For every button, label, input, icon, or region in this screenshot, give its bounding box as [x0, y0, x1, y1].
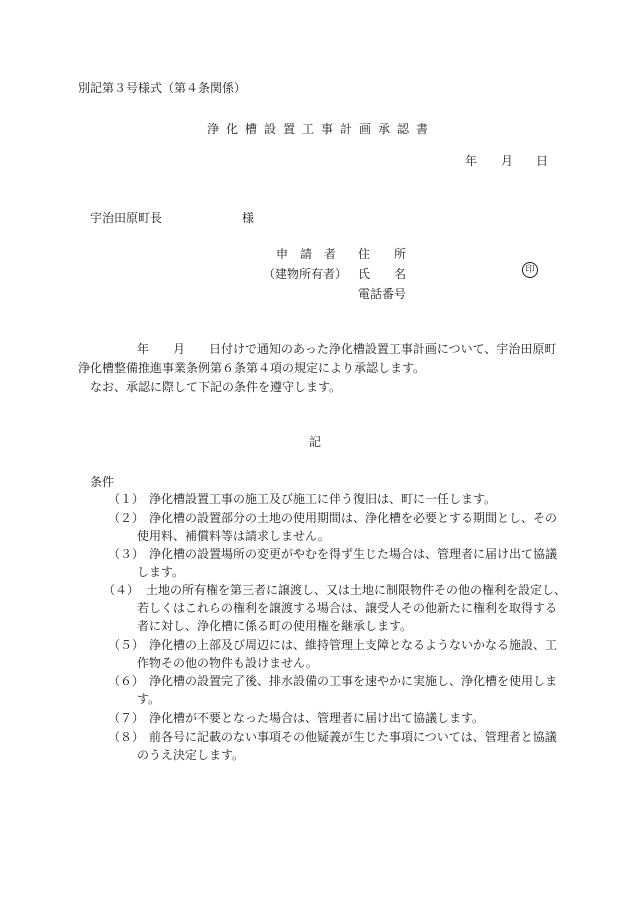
body-line-1: 年 月 日付けで通知のあった浄化槽設置工事計画について、宇治田原町	[137, 342, 557, 356]
conditions-heading: 条件	[90, 475, 115, 489]
condition-number: （３）	[108, 547, 145, 561]
condition-text: 浄化槽が不要となった場合は、管理者に届け出て協議します。	[149, 711, 485, 725]
date-year: 年	[465, 154, 478, 168]
date-month: 月	[501, 154, 514, 168]
addressee-honorific: 様	[242, 211, 255, 225]
condition-number: （７）	[108, 711, 145, 725]
address-label: 住 所	[358, 247, 407, 261]
condition-text: 浄化槽の上部及び周辺には、維持管理上支障となるようないかなる施設、工	[149, 638, 558, 652]
condition-text: す。	[137, 692, 161, 706]
condition-number: （４）	[103, 583, 140, 597]
body-line-2: 浄化槽整備推進事業条例第６条第４項の規定により承認します。	[78, 361, 426, 375]
condition-text: のうえ決定します。	[137, 748, 245, 762]
condition-text: 者に対し、浄化槽に係る町の使用権を継承します。	[137, 619, 413, 633]
ki-heading: 記	[309, 435, 322, 449]
condition-text: 浄化槽設置工事の施工及び施工に伴う復旧は、町に一任します。	[149, 492, 497, 506]
condition-text: 土地の所有権を第三者に譲渡し、又は土地に制限物件その他の権利を設定し、	[146, 583, 567, 597]
condition-text: 前各号に記載のない事項その他疑義が生じた事項については、管理者と協議	[149, 730, 557, 744]
addressee-name: 宇治田原町長	[90, 211, 163, 225]
condition-number: （８）	[108, 730, 145, 744]
condition-text: 浄化槽の設置完了後、排水設備の工事を速やかに実施し、浄化槽を使用しま	[149, 674, 558, 688]
condition-number: （６）	[108, 674, 145, 688]
condition-number: （２）	[108, 511, 145, 525]
condition-text: 若しくはこれらの権利を譲渡する場合は、譲受人その他新たに権利を取得する	[137, 601, 558, 615]
seal-icon: 印	[522, 262, 538, 278]
date-day: 日	[536, 154, 549, 168]
applicant-label: 申 請 者	[276, 247, 337, 261]
page-title: 浄化槽設置工事計画承認書	[207, 122, 436, 136]
condition-number: （１）	[108, 492, 145, 506]
condition-number: （５）	[108, 638, 145, 652]
condition-text: 浄化槽の設置場所の変更がやむを得ず生じた場合は、管理者に届け出て協議	[149, 547, 558, 561]
body-line-3: なお、承認に際して下記の条件を遵守します。	[90, 380, 342, 394]
condition-text: 作物その他の物件も設けません。	[137, 656, 318, 670]
form-label: 別記第３号様式（第４条関係）	[78, 81, 247, 95]
condition-text: 浄化槽の設置部分の土地の使用期間は、浄化槽を必要とする期間とし、その	[149, 511, 558, 525]
name-label: 氏 名	[358, 267, 407, 281]
applicant-label-owner: （建物所有者）	[263, 267, 348, 281]
phone-label: 電話番号	[358, 287, 407, 301]
condition-text: します。	[137, 565, 185, 579]
condition-text: 使用料、補償料等は請求しません。	[137, 529, 330, 543]
